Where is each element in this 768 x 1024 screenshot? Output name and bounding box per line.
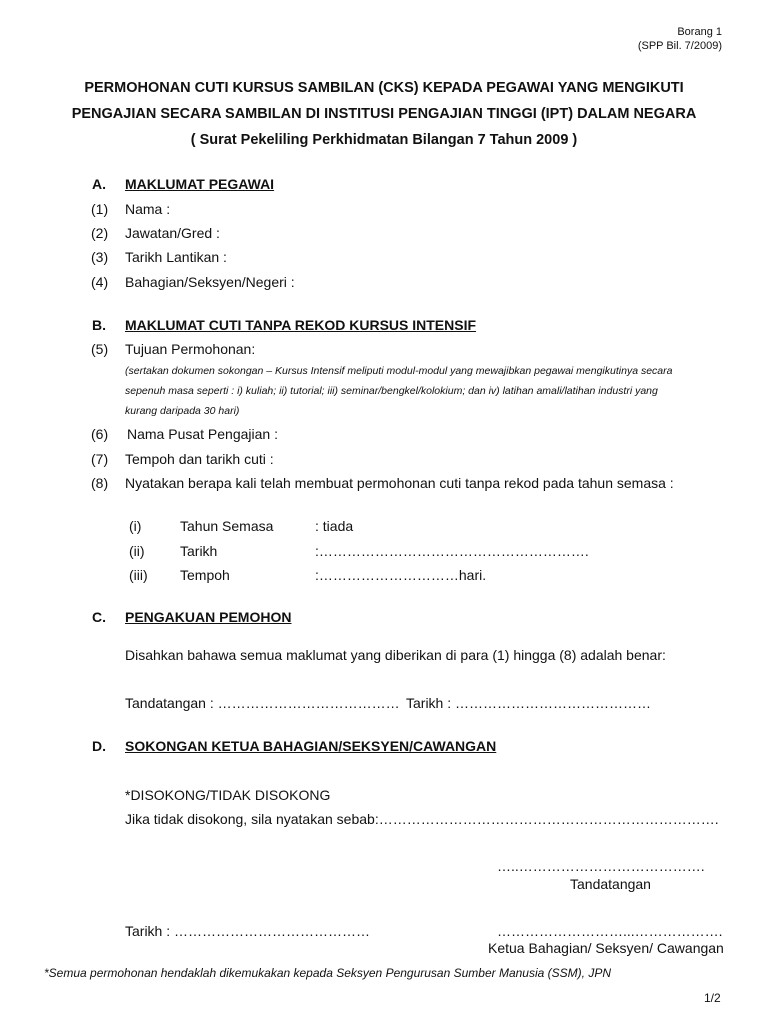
item-3-label: Tarikh Lantikan : <box>125 249 227 265</box>
item-8-number: (8) <box>91 475 109 491</box>
section-b-heading: MAKLUMAT CUTI TANPA REKOD KURSUS INTENSIF <box>125 317 477 333</box>
sub-ii-number: (ii) <box>129 543 145 559</box>
head-signature-caption: Tandatangan <box>570 876 651 892</box>
sub-ii-value: :…………………………………………………. <box>315 543 589 559</box>
sub-i-label: Tahun Semasa <box>180 518 274 534</box>
item-2-number: (2) <box>91 225 109 241</box>
head-name-caption: Ketua Bahagian/ Seksyen/ Cawangan <box>488 940 724 956</box>
item-6-label: Nama Pusat Pengajian : <box>127 426 278 442</box>
sub-iii-value: :…………………………hari. <box>315 567 487 583</box>
item-4-label: Bahagian/Seksyen/Negeri : <box>125 274 295 290</box>
page-number: 1/2 <box>704 991 721 1005</box>
support-options: *DISOKONG/TIDAK DISOKONG <box>125 787 331 803</box>
section-a-heading: MAKLUMAT PEGAWAI <box>125 176 275 192</box>
head-name-line: ………………………...………………. <box>497 923 723 939</box>
supporting-docs-note-line1: (sertakan dokumen sokongan – Kursus Intensif meliputi modul-modul yang mewajibkan pegawai mengikutinya secara <box>125 365 673 377</box>
item-1-number: (1) <box>91 201 109 217</box>
item-5-number: (5) <box>91 341 109 357</box>
document-title-line2: PENGAJIAN SECARA SAMBILAN DI INSTITUSI PENGAJIAN TINGGI (IPT) DALAM NEGARA <box>71 106 697 122</box>
sub-i-value: : tiada <box>315 518 354 534</box>
document-title-line1: PERMOHONAN CUTI KURSUS SAMBILAN (CKS) KEPADA PEGAWAI YANG MENGIKUTI <box>84 80 684 96</box>
item-2-label: Jawatan/Gred : <box>125 225 220 241</box>
declaration-statement: Disahkan bahawa semua maklumat yang diberikan di para (1) hingga (8) adalah benar: <box>125 647 666 663</box>
document-title-line3: ( Surat Pekeliling Perkhidmatan Bilangan 7 Tahun 2009 ) <box>190 132 578 148</box>
item-1-label: Nama : <box>125 201 171 217</box>
item-8-label: Nyatakan berapa kali telah membuat permohonan cuti tanpa rekod pada tahun semasa : <box>125 475 674 491</box>
applicant-date-line: Tarikh : …………………………………… <box>406 695 652 711</box>
supporting-docs-note-line2: sepenuh masa seperti : i) kuliah; ii) tutorial; iii) seminar/bengkel/kolokium; dan iv) latihan amali/latihan industri yang <box>125 385 658 397</box>
supporting-docs-note-line3: kurang daripada 30 hari) <box>125 405 240 417</box>
section-c-letter: C. <box>92 609 106 625</box>
head-date-line: Tarikh : …………………………………… <box>125 923 371 939</box>
item-3-number: (3) <box>91 249 109 265</box>
sub-iii-label: Tempoh <box>180 567 230 583</box>
form-reference: (SPP Bil. 7/2009) <box>637 40 722 52</box>
item-6-number: (6) <box>91 426 109 442</box>
sub-ii-label: Tarikh <box>180 543 218 559</box>
item-7-number: (7) <box>91 451 109 467</box>
submission-footnote-text: Semua permohonan hendaklah dikemukakan kepada Seksyen Pengurusan Sumber Manusia (SSM), JPN <box>48 966 611 980</box>
form-number: Borang 1 <box>677 26 722 38</box>
item-4-number: (4) <box>91 274 109 290</box>
sub-i-number: (i) <box>129 518 142 534</box>
section-a-letter: A. <box>92 176 106 192</box>
section-c-heading: PENGAKUAN PEMOHON <box>125 609 292 625</box>
section-d-heading: SOKONGAN KETUA BAHAGIAN/SEKSYEN/CAWANGAN <box>125 738 497 754</box>
section-d-letter: D. <box>92 738 106 754</box>
not-supported-reason-line: Jika tidak disokong, sila nyatakan sebab:………………………………………………………………. <box>125 811 719 827</box>
applicant-signature-line: Tandatangan : ………………………………… <box>125 695 400 711</box>
item-5-label: Tujuan Permohonan: <box>125 341 256 357</box>
head-signature-line: …..…………………………………. <box>497 858 705 874</box>
section-b-letter: B. <box>92 317 106 333</box>
item-7-label: Tempoh dan tarikh cuti : <box>125 451 274 467</box>
submission-footnote: *Semua permohonan hendaklah dikemukakan kepada Seksyen Pengurusan Sumber Manusia (SSM), JPN <box>44 966 611 980</box>
sub-iii-number: (iii) <box>129 567 148 583</box>
